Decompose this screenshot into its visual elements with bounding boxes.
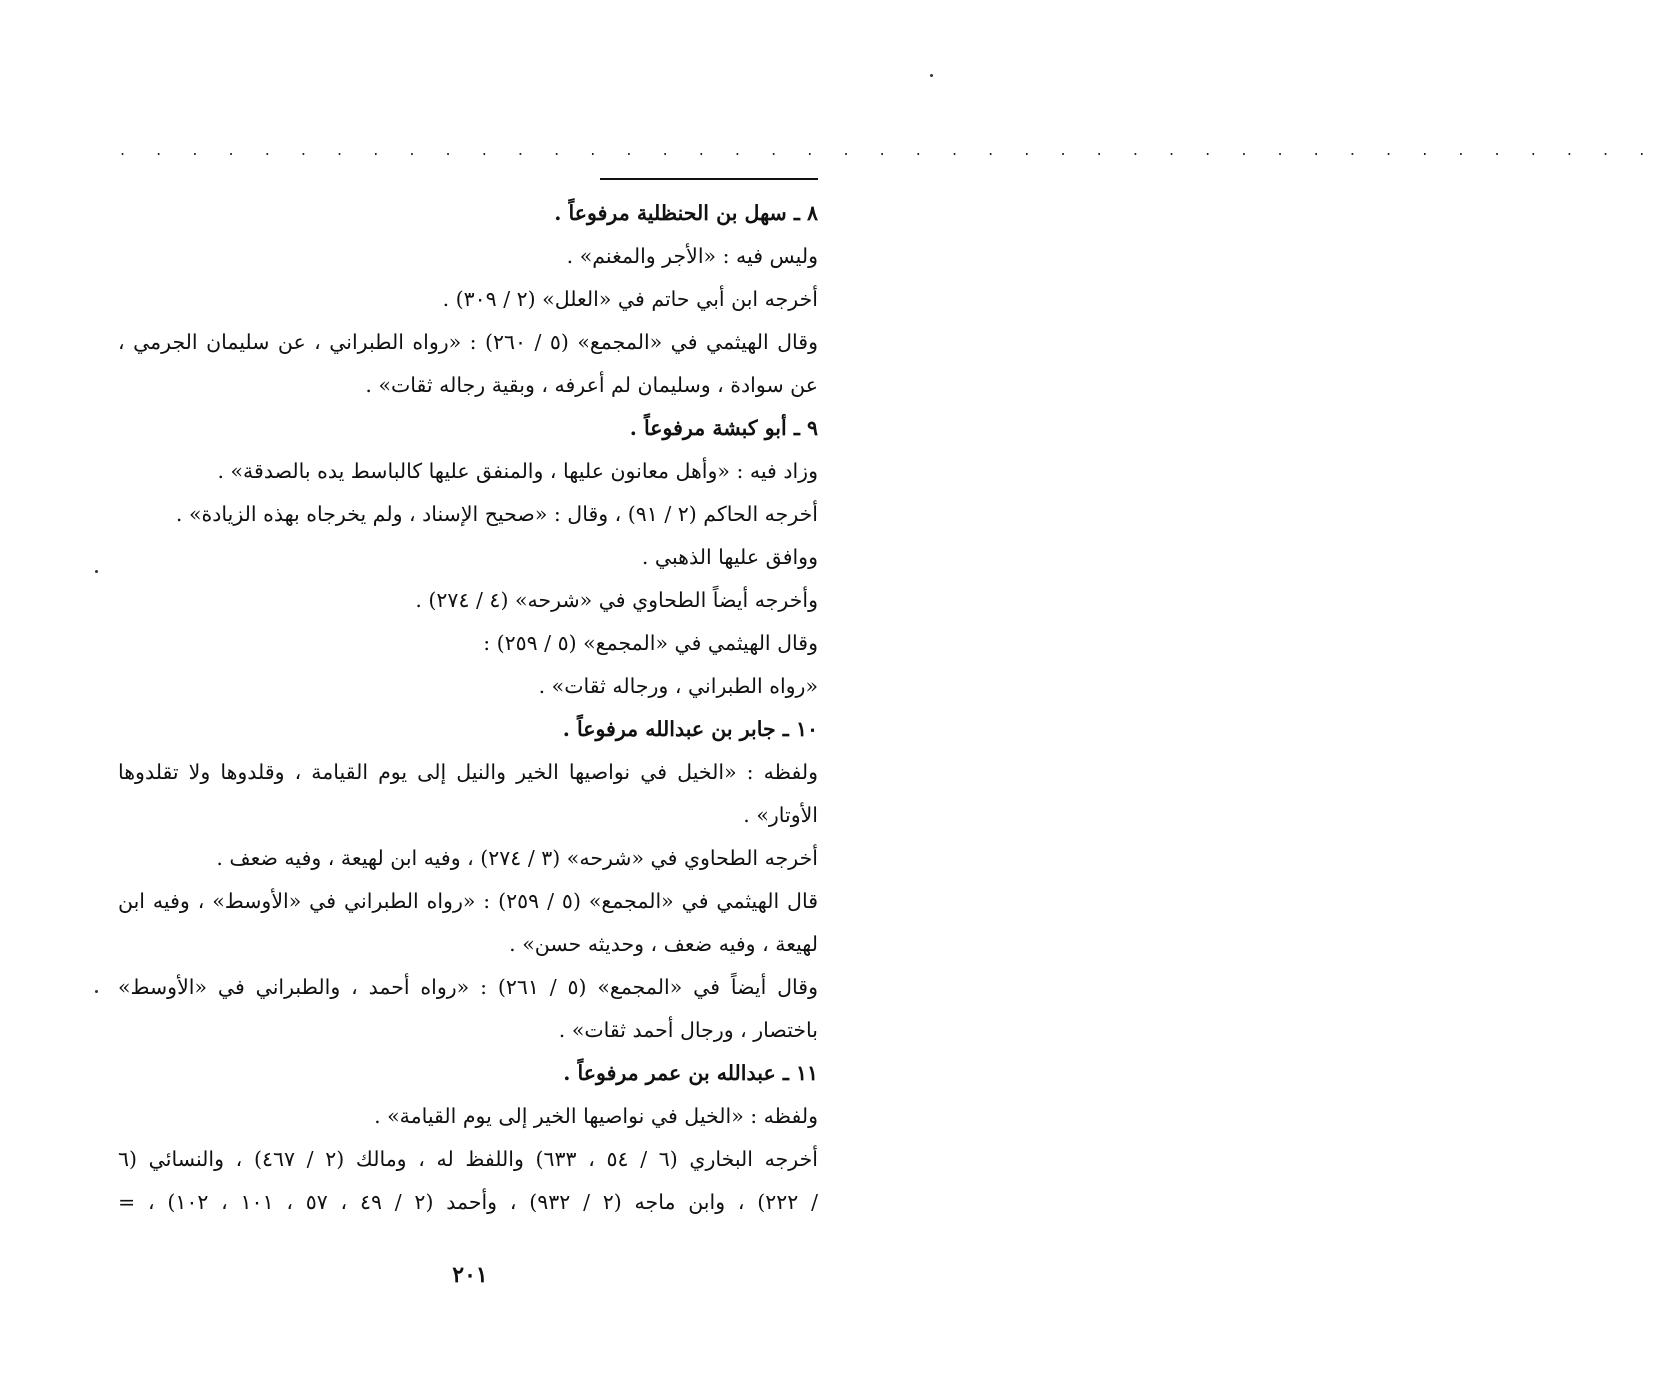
text-line: لهيعة ، وفيه ضعف ، وحديثه حسن» . (509, 932, 818, 956)
text-line: عن سوادة ، وسليمان لم أعرفه ، وبقية رجاله ثقات» . (365, 373, 818, 397)
text-line: ولفظه : «الخيل في نواصيها الخير والنيل إلى يوم القيامة ، وقلدوها ولا تقلدوها (118, 760, 818, 784)
text-line: أخرجه ابن أبي حاتم في «العلل» (٢ / ٣٠٩) . (442, 287, 818, 311)
heading-narration-10: ١٠ ـ جابر بن عبدالله مرفوعاً . (562, 717, 818, 741)
text-line: / ٢٢٢) ، وابن ماجه (٢ / ٩٣٢) ، وأحمد (٢ / ٤٩ ، ٥٧ ، ١٠١ ، ١٠٢) ، = (118, 1190, 818, 1214)
text-line: وقال الهيثمي في «المجمع» (٥ / ٢٥٩) : (483, 631, 818, 655)
section-separator-line (600, 178, 818, 180)
text-line: أخرجه الطحاوي في «شرحه» (٣ / ٢٧٤) ، وفيه ابن لهيعة ، وفيه ضعف . (216, 846, 818, 870)
header-dotted-rule: . . . . . . . . . . . . . . . . . . . . . . . . . . . . . . . . . . . . . . . . . . . (120, 140, 1657, 159)
page-number: ٢٠١ (452, 1262, 488, 1288)
scan-speck (95, 990, 98, 993)
scan-speck (95, 570, 98, 573)
text-line: الأوتار» . (743, 803, 818, 827)
text-line: وأخرجه أيضاً الطحاوي في «شرحه» (٤ / ٢٧٤) . (415, 588, 818, 612)
text-line: باختصار ، ورجال أحمد ثقات» . (558, 1018, 818, 1042)
text-line: وقال الهيثمي في «المجمع» (٥ / ٢٦٠) : «رواه الطبراني ، عن سليمان الجرمي ، (118, 330, 818, 354)
text-line: وليس فيه : «الأجر والمغنم» . (566, 244, 818, 268)
text-line: وزاد فيه : «وأهل معانون عليها ، والمنفق عليها كالباسط يده بالصدقة» . (217, 459, 818, 483)
heading-narration-8: ٨ ـ سهل بن الحنظلية مرفوعاً . (554, 201, 818, 225)
text-line: «رواه الطبراني ، ورجاله ثقات» . (538, 674, 818, 698)
text-line: قال الهيثمي في «المجمع» (٥ / ٢٥٩) : «رواه الطبراني في «الأوسط» ، وفيه ابن (118, 889, 818, 913)
text-line: ولفظه : «الخيل في نواصيها الخير إلى يوم القيامة» . (374, 1104, 818, 1128)
text-line: أخرجه الحاكم (٢ / ٩١) ، وقال : «صحيح الإسناد ، ولم يخرجاه بهذه الزيادة» . (175, 502, 818, 526)
text-line: أخرجه البخاري (٦ / ٥٤ ، ٦٣٣) واللفظ له ، ومالك (٢ / ٤٦٧) ، والنسائي (٦ (118, 1147, 818, 1171)
text-line: وقال أيضاً في «المجمع» (٥ / ٢٦١) : «رواه أحمد ، والطبراني في «الأوسط» (118, 975, 818, 999)
heading-narration-11: ١١ ـ عبدالله بن عمر مرفوعاً . (563, 1061, 818, 1085)
page-body (118, 192, 818, 1224)
scan-speck (930, 74, 933, 77)
text-line: ووافق عليها الذهبي . (641, 545, 818, 569)
heading-narration-9: ٩ ـ أبو كبشة مرفوعاً . (629, 416, 818, 440)
